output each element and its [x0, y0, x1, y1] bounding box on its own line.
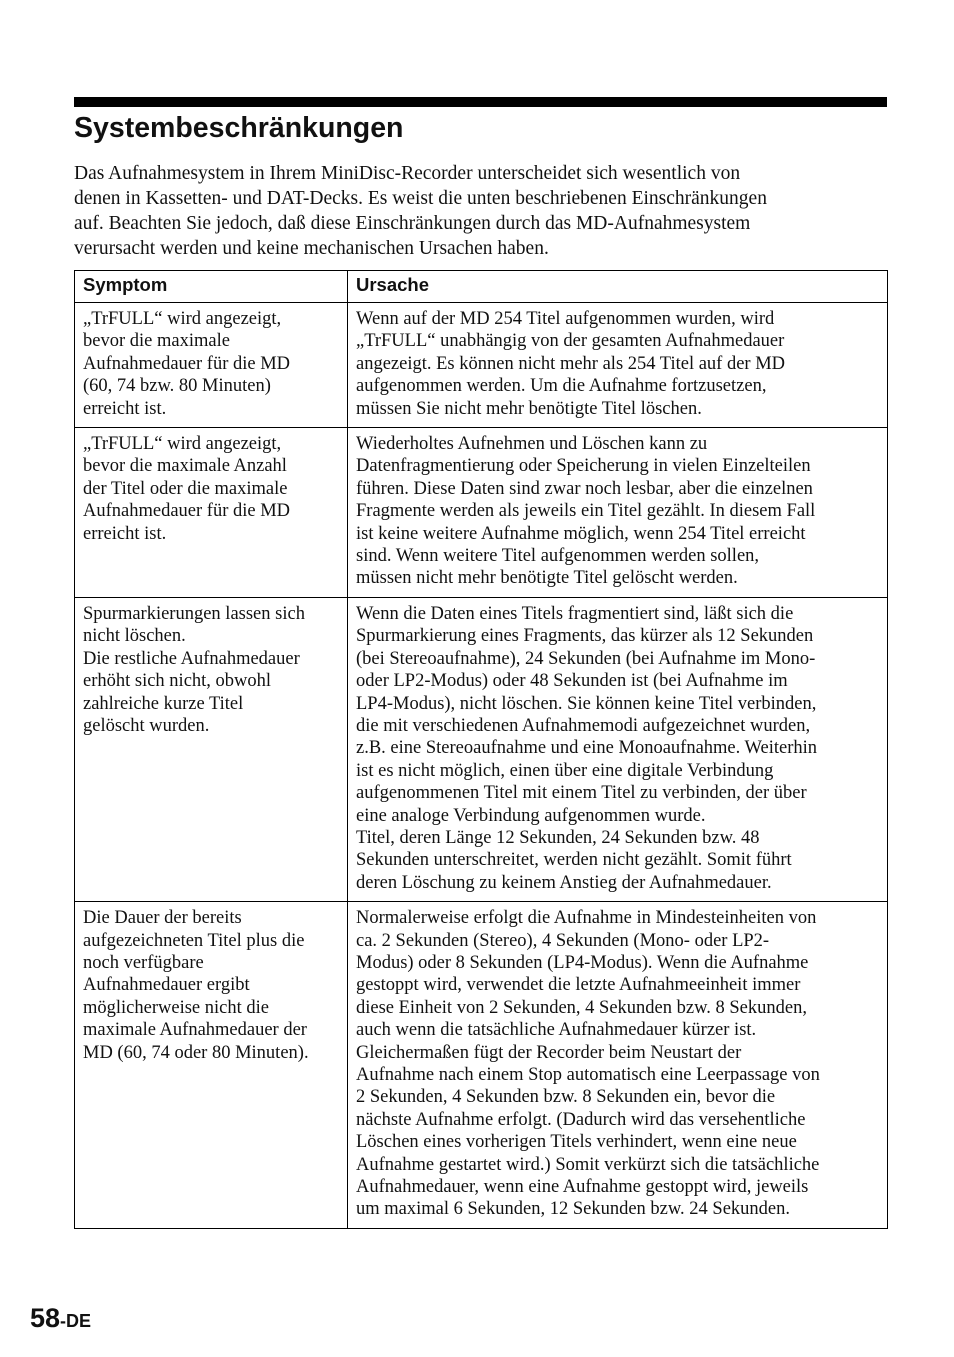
text-line: möglicherweise nicht die — [83, 997, 269, 1018]
intro-line: auf. Beachten Sie jedoch, daß diese Einschränkungen durch das MD-Aufnahmesystem — [74, 213, 751, 234]
symptom-cell — [75, 428, 348, 598]
symptom-cell — [75, 597, 348, 901]
text-line: MD (60, 74 oder 80 Minuten). — [83, 1042, 309, 1063]
limitations-table — [74, 270, 888, 1229]
text-line: Aufnahme nach einem Stop automatisch eine Leerpassage von — [356, 1065, 820, 1085]
text-line: Aufnahmedauer für die MD — [83, 501, 291, 522]
text-line: „TrFULL“ wird angezeigt, — [83, 434, 282, 455]
text-line: Aufnahme gestartet wird.) Somit verkürzt sich die tatsächliche — [356, 1154, 820, 1175]
text-line: (60, 74 bzw. 80 Minuten) — [83, 376, 271, 397]
text-line: noch verfügbare — [83, 952, 204, 973]
table-header-row — [75, 271, 888, 303]
text-line: Aufnahmedauer, wenn eine Aufnahme gestoppt wird, jeweils — [356, 1177, 809, 1198]
text-line: Datenfragmentierung oder Speicherung in vielen Einzelteilen — [356, 456, 811, 477]
text-line: ist keine weitere Aufnahme möglich, wenn 254 Titel erreicht — [356, 523, 806, 544]
text-line: Die Dauer der bereits — [83, 908, 242, 929]
text-line: aufgezeichneten Titel plus die — [83, 930, 305, 951]
text-line: LP4-Modus), nicht löschen. Sie können keine Titel verbinden, — [356, 693, 817, 714]
text-line: Wenn auf der MD 254 Titel aufgenommen wurden, wird — [356, 309, 775, 329]
text-line: Löschen eines vorherigen Titels verhindert, wenn eine neue — [356, 1132, 797, 1153]
text-line: 2 Sekunden, 4 Sekunden bzw. 8 Sekunden ein, bevor die — [356, 1087, 776, 1108]
text-line: Titel, deren Länge 12 Sekunden, 24 Sekunden bzw. 48 — [356, 827, 760, 848]
cause-cell — [348, 303, 888, 428]
text-line: erhöht sich nicht, obwohl — [83, 671, 272, 692]
cause-cell — [348, 902, 888, 1229]
page-number-suffix: -DE — [60, 1311, 92, 1331]
text-line: eine analoge Verbindung aufgenommen wurde. — [356, 805, 706, 826]
text-line: (bei Stereoaufnahme), 24 Sekunden (bei Aufnahme im Mono- — [356, 648, 816, 669]
text-line: „TrFULL“ wird angezeigt, — [83, 309, 282, 329]
text-line: Aufnahmedauer ergibt — [83, 975, 250, 996]
text-line: um maximal 6 Sekunden, 12 Sekunden bzw. 24 Sekunden. — [356, 1199, 791, 1220]
text-line: müssen nicht mehr benötigte Titel gelöscht werden. — [356, 568, 738, 589]
text-line: Normalerweise erfolgt die Aufnahme in Mindesteinheiten von — [356, 908, 817, 929]
table-row — [75, 303, 888, 428]
text-line: diese Einheit von 2 Sekunden, 4 Sekunden bzw. 8 Sekunden, — [356, 997, 807, 1018]
text-line: nicht löschen. — [83, 626, 186, 647]
text-line: Fragmente werden als jeweils ein Titel gezählt. In diesem Fall — [356, 501, 816, 522]
text-line: der Titel oder die maximale — [83, 478, 288, 499]
table-row — [75, 597, 888, 901]
text-line: ist es nicht möglich, einen über eine digitale Verbindung — [356, 760, 774, 781]
text-line: Die restliche Aufnahmedauer — [83, 648, 300, 669]
intro-line: Das Aufnahmesystem in Ihrem MiniDisc-Recorder unterscheidet sich wesentlich von — [74, 163, 741, 184]
symptom-cell — [75, 902, 348, 1229]
text-line: gelöscht wurden. — [83, 715, 210, 736]
text-line: aufgenommen werden. Um die Aufnahme fortzusetzen, — [356, 376, 767, 397]
text-line: ca. 2 Sekunden (Stereo), 4 Sekunden (Mono- oder LP2- — [356, 930, 770, 951]
cause-cell — [348, 428, 888, 598]
page-number — [30, 1300, 91, 1339]
page-title: Systembeschränkungen — [74, 112, 404, 144]
symptom-cell — [75, 303, 348, 428]
symptom-column-header: Symptom — [75, 271, 348, 303]
intro-line: denen in Kassetten- und DAT-Decks. Es weist die unten beschriebenen Einschränkungen — [74, 188, 767, 209]
text-line: angezeigt. Es können nicht mehr als 254 Titel auf der MD — [356, 353, 786, 374]
text-line: maximale Aufnahmedauer der — [83, 1020, 307, 1041]
heading-rule — [74, 97, 887, 107]
text-line: bevor die maximale Anzahl — [83, 456, 287, 477]
text-line: sind. Wenn weitere Titel aufgenommen werden sollen, — [356, 546, 760, 567]
text-line: aufgenommenen Titel mit einem Titel zu verbinden, der über — [356, 783, 807, 804]
table-row — [75, 902, 888, 1229]
text-line: Gleichermaßen fügt der Recorder beim Neustart der — [356, 1042, 742, 1063]
text-line: nächste Aufnahme erfolgt. (Dadurch wird das versehentliche — [356, 1109, 806, 1130]
text-line: die mit verschiedenen Aufnahmemodi aufgezeichnet wurden, — [356, 715, 811, 736]
text-line: Aufnahmedauer für die MD — [83, 353, 291, 374]
text-line: Modus) oder 8 Sekunden (LP4-Modus). Wenn die Aufnahme — [356, 952, 809, 973]
text-line: Sekunden unterschreitet, werden nicht gezählt. Somit führt — [356, 850, 792, 871]
text-line: Wiederholtes Aufnehmen und Löschen kann zu — [356, 434, 708, 455]
text-line: „TrFULL“ unabhängig von der gesamten Aufnahmedauer — [356, 331, 785, 352]
text-line: deren Löschung zu keinem Anstieg der Aufnahmedauer. — [356, 872, 772, 893]
text-line: z.B. eine Stereoaufnahme und eine Monoaufnahme. Weiterhin — [356, 738, 818, 759]
text-line: gestoppt wird, verwendet die letzte Aufnahmeeinheit immer — [356, 975, 801, 996]
text-line: Spurmarkierung eines Fragments, das kürzer als 12 Sekunden — [356, 626, 814, 647]
text-line: Spurmarkierungen lassen sich — [83, 603, 305, 624]
table-row — [75, 428, 888, 598]
text-line: auch wenn die tatsächliche Aufnahmedauer kürzer ist. — [356, 1020, 757, 1041]
page-number-value: 58 — [30, 1303, 61, 1333]
text-line: bevor die maximale — [83, 331, 230, 352]
text-line: Wenn die Daten eines Titels fragmentiert sind, läßt sich die — [356, 603, 794, 624]
cause-cell — [348, 597, 888, 901]
text-line: müssen Sie nicht mehr benötigte Titel löschen. — [356, 398, 702, 419]
text-line: erreicht ist. — [83, 523, 167, 544]
text-line: zahlreiche kurze Titel — [83, 693, 244, 714]
text-line: erreicht ist. — [83, 398, 167, 419]
cause-column-header: Ursache — [348, 271, 888, 303]
intro-paragraph — [74, 161, 887, 261]
text-line: oder LP2-Modus) oder 48 Sekunden ist (bei Aufnahme im — [356, 671, 788, 692]
intro-line: verursacht werden und keine mechanischen Ursachen haben. — [74, 238, 549, 259]
text-line: führen. Diese Daten sind zwar noch lesbar, aber die einzelnen — [356, 478, 813, 499]
